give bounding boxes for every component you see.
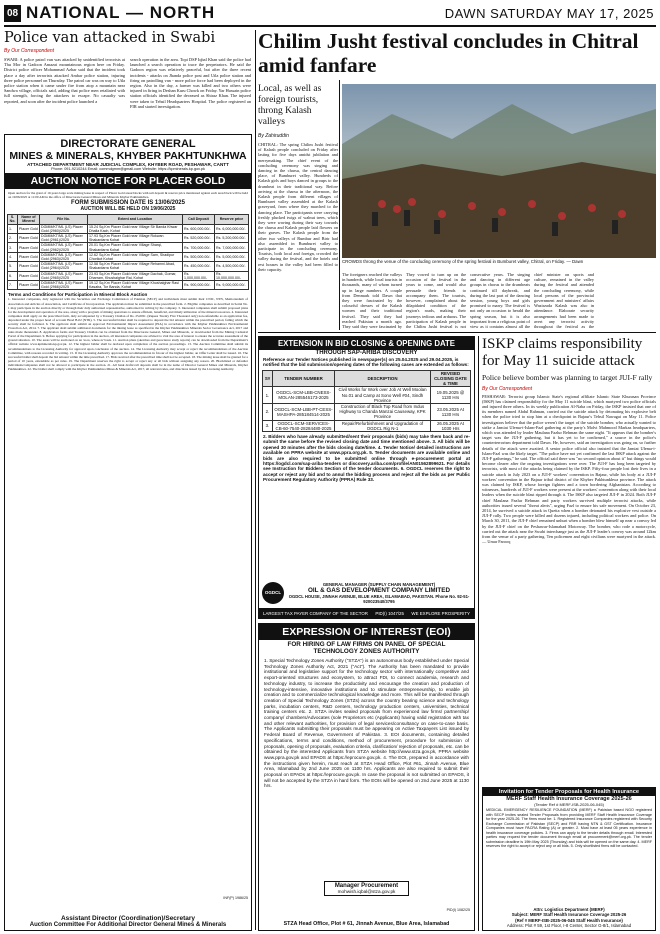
auction-address: ATTACHED DEPARTMENT NEAR JUDICIAL COMPLEX, KHYBER ROAD, PESHAWAR, CANTT	[27, 162, 229, 167]
ogdcl-pid: PID(I) 1047/25	[375, 610, 404, 616]
merf-subheader: MERF Staff Health Insurance Coverage 2025-26	[506, 796, 632, 802]
swabi-column-2: search operation in the area. Topi DSP Iqbal Khan said the police had launched a search operation to trace the perpetrators. He said the Gadoon region was relatively peaceful, but after the three recent incidents - attacks on Jhanda police post and Utla police station and firing on patrolling van - more police force had been deployed in the region. Also in the day, a farmer was killed and two others were injured in firing in Deshan Kuru Chowk on Friday. Yar Hussain police station officials identified the deceased as Shiraz Khan. The injured were taken to Tehsil Headquarters Hospital. The police registered an FIR and started investigation.	[130, 57, 251, 109]
auction-table-cell: Rs. 9,000,000.00/-	[215, 281, 249, 290]
auction-table-cell: Placer Gold	[18, 243, 40, 252]
eoi-manager: Manager Procurement	[334, 883, 399, 889]
auction-held-date: AUCTION WILL BE HELD ON 19/06/2025	[80, 206, 176, 213]
auction-form-date: FORM SUBMISSION DATE IS 13/06/2025	[71, 200, 185, 207]
auction-col-sno: S. No.	[8, 215, 18, 224]
chilim-column-1: CHITRAL: The spring Chilim Jusht festival of Kalash people concluded on Friday after lasting for five days amidst jubilation and merrymaking. The chief event of the concluding ceremony was singing and dancing in the charsu, the central dancing place, of Bumburet valley. Hundreds of Kalash girls and boys danced in groups to the drumbeat in their traditional way. Before arriving at the charsu in the afternoon, the Kalash people from different villages of Bumburet valley assembled at the Kalash graveyard, from where they marched to the dancing place. The participants were carrying freshly plucked twigs of walnut trees, which they were waving during their way towards the charsu and Kalash people laid flowers on their graves. The Kalash people from the other two valleys of Rumbur and Birir had also assembled in Bumburet valley to participate in the concluding ceremony. Tourists, both local and foreign, crowded the valley during the festival, and the hotels and rest houses in the valley had been filled to their capacity.	[258, 142, 338, 272]
auction-table-cell: Rs. 5,000,000.00/-	[215, 252, 249, 261]
auction-table-cell: 6.	[8, 271, 18, 280]
eoi-email: mohwish.iqbal@stza.gov.pk	[337, 889, 396, 894]
chilim-column-3: They vowed to turn up on the occasion of the festival in the years to come, and would also persuade their friends to accompany them. The tourists, however, complained about the dilapidated condition of the region's roads, making their journeys tedious and arduous. The participation of Kalash people in the Chilim Jusht festival is not	[406, 272, 466, 330]
auction-table-cell: 1.	[8, 224, 18, 233]
auction-table-cell: Rs. 520,000.00/-	[183, 234, 215, 243]
merf-body: MEDICAL EMERGENCY RESILIENCE FOUNDATION (MERF) a Pakistan based NGO registered with SECP invites sealed Tender Proposals from providing MERF Staff Health Insurance Coverage for the year 2025-26. The firms must be: 1. Registered Insurance Companies registered with Security Exchange Commission of Pakistan (SECP) and FBR having NTN & GST Certification. Insurance Companies must have PACRA Rating (A) or greater. 2. Must have at least 05 years experience in health insurance coverage policies. 3. Firms can apply to the tender details through email. Interested parties may request the tender document through email at procurement@merf.org.pk. The tender submission deadline is 19th May 2025 (Thursday) and bids will be opened on the same day. 4. MERF reserves the right to accept or reject any or all bids. 5. Only shortlisted firms will be contacted.	[486, 808, 652, 848]
auction-terms: 1. Interested companies, duly registered with the Securities and Exchange Commission of Pakistan (SECP) and individuals must submit their CNIC, NTN, Memorandum of Association and Articles of Association, and Certificate of Incorporation. The application must be submitted in the prescribed form. 2. Eligible companies as described in Serial No. 1 may participate in the auction directly or through their duly authorized representative, authorized in writing by the company. 3. Interested companies shall submit proposed plans for the development and operation of the area, along with a program of mining operations to ensure efficient, beneficial, and timely utilization of the mineral resources. 4. Interested companies shall apply on the prescribed form, duly accompanied by a Treasury Challan of Rs. 25,000/- (Rupees Twenty Five Thousand only) non-refundable as an application fee, deposited under the proper head of account Head B-02 (NTR). 5. The successful bidder shall be required to deposit the bid amount within the prescribed period, failing which the security shall be forfeited. 6. The applicant shall submit an approved Environmental Impact Assessment (EIA) in accordance with the Khyber Pakhtunkhwa Environmental Protection Act, 2014. 7. The applicant shall submit additional documents for the mining lease as specified in the Khyber Pakhtunkhwa Minerals Sector Governance Act, 2017 and rules made thereunder. 8. Application forms and Treasury Challan can be obtained from the Directorate General, Mines and Minerals, or downloaded from the Mining Cadastral Portal of the Department. 9. Before applying for participation in the auction, all interested companies are advised to visit the area of interest to ensure the accurate assessment of the ground situation. 10. The areas will be auctioned on an 'as-is, where-is' basis. 11. Auction plans (sketches and geoscience study reports) can be downloaded from the Department's official website www.kpminerals.kp.gov.pk. 12. The highest bidder shall be declared upon completion of the auction proceedings. 13. The Auction Committee shall submit its recommendations to the Licensing Authority for approval upon conclusion of the auction. 14. The Licensing Authority may accept or reject the recommendations of the Auction Committee, with reasons recorded in writing. 15. If the Licensing Authority approves the recommendation in favour of the highest bidder, an Offer Letter shall be issued. 16. The successful bidder shall deposit the bid amount within the time prescribed. 17. Bids received after the prescribed time shall not be accepted. 18. The mining lease shall be granted for a period of 10 years, extendable as per rules. 19. The Department reserves the right to accept or reject any or all bids without assigning any reason. 20. Blacklisted or defaulter individuals/companies shall not be allowed to participate in the auction. 21. All bank drafts/call deposits shall be in the name of Director General Mines and Minerals, Khyber Pakhtunkhwa. 22. The bidder shall comply with the Khyber Pakhtunkhwa Mines & Minerals Act, 2017, all relevant rules, and directions issued by the Licensing Authority.	[8, 297, 248, 372]
masthead	[4, 3, 656, 27]
swabi-byline: By Our Correspondent	[4, 48, 55, 54]
auction-table-cell: 19.12 Sq.Km Placer Gold near Village Khushalghar Rasi Kasaba, Tor Banda, Kohat	[88, 281, 183, 290]
auction-table-cell: 12.58 Sq.Km Placer Gold near Village Rehamni Abad, Shakardarra Kohat	[88, 262, 183, 271]
ogdcl-logo: OGDCL	[262, 582, 284, 604]
auction-signature: Assistant Director (Coordination)/Secretary	[60, 915, 195, 922]
swabi-story	[4, 30, 252, 130]
auction-table-cell: 2.	[8, 234, 18, 243]
ogdcl-tagline: LARGEST TAX PAYER COMPANY OF THE SECTOR	[263, 610, 368, 616]
ogdcl-company: OIL & GAS DEVELOPMENT COMPANY LIMITED	[307, 587, 451, 594]
iskp-headline: ISKP claims responsibility for May 11 suicide attack	[482, 336, 643, 369]
auction-table-cell: Placer Gold	[18, 252, 40, 261]
auction-table-cell: 20.01 Sq.Km Placer Gold near Village Sharqi, Shakardarra Kohat	[88, 243, 183, 252]
ogdcl-table-cell: 1.	[263, 387, 273, 404]
section-title: NATIONAL — NORTH	[26, 3, 216, 22]
auction-table-cell: Rs. 6,000,000.00/-	[215, 224, 249, 233]
auction-table-cell: Rs. 10,000,000.00/-	[215, 271, 249, 280]
ogdcl-table-cell: Construction of Black Top Road from Indus Highway to Chanda Manzai Causeway, KPK Province	[335, 404, 431, 421]
eoi-footer: STZA Head Office, Plot # 61, Jinnah Avenue, Blue Area, Islamabad	[283, 921, 450, 927]
ogdcl-table-cell: 26.05.2025 At 1030 Hrs	[431, 420, 471, 431]
ogdcl-ad	[258, 336, 475, 619]
auction-table-cell: Placer Gold	[18, 262, 40, 271]
auction-dept-2: MINES & MINERALS, KHYBER PAKHTUNKHWA	[9, 150, 247, 162]
auction-signature-2: Auction Committee For Additional Director General Mines & Minerals	[29, 922, 227, 928]
merf-header: Invitation for Tender Proposals for Health Insurance	[483, 788, 655, 796]
iskp-byline: By Our Correspondent	[482, 385, 533, 392]
dateline: DAWN SATURDAY MAY 17, 2025	[444, 6, 654, 21]
eoi-subtitle: FOR HIRING OF LAW FIRMS ON PANEL OF SPECIAL TECHNOLOGY ZONES AUTHORITY	[287, 641, 446, 655]
ogdcl-table	[262, 370, 471, 432]
auction-table-cell: 23.93 Sq.Km Placer Gold near Village Dachak, Gomar, Dharram, Khushalghar Rai, Kohat	[88, 271, 183, 280]
iskp-body: PESHAWAR: Terrorist group Islamic State's regional affiliate Islamic State Khurasan Province (ISKP) has claimed responsibility for the May 11 suicide blast, which martyred two police officials and injured three others. In its weekly publication Al-Naba on Friday, the ISKP insisted that one of its members named Abdul Rahman, carried out the suicide attack by detonating his explosive belt when the police tried to stop him at a checkpoint in Bajaur's Tehsil Nawagai on May 11. Police investigators believe that the police weren't the target of the suicide bomber, who actually wanted to strike a Jamiat Ulema-i-Islam-Fazl gathering at the party's Molvi Mahmood Markaz headquarters, which was attended by leader Maulana Fazlur Rehman the same night. "It appears that the bomber's target was the JUI-F gathering, but it has yet to be confirmed," a source in the police's counterterrorism department told Dawn. He, however, said an investigation was going on, so further details of the attack were awaited. A senior police official also insisted that the Jamiat Ulema-i-Islam-Fazl was the likely target. "The police have not yet confirmed the last ISKP attack against the JUI-F gatherings," he said. The official said there was "no second opinion about it" but things would become clearer after the ongoing investigations were over. The JUI-F has long been targeted by terrorists, with most of the attacks being claimed by the ISKP. Fifty-four people lost their lives in a suicide attack in July 2023 on a JUI-F workers' convention in Bajaur, while his body at a JUI-F workers' convention in the Bajaur tribal district of the Khyber Pakhtunkhwa province. The attack was claimed by ISKP, whose foreign fighters and a town bordering Afghanistan. According to witnesses, hundreds of JUI-F workers were present at the workers' convention along with their local leaders when the suicide blast ripped through it. The ISKP also targeted JUI-F in 2024. Both JUI-F chief Maulana Fazlur Rehman and party workers survived multiple terrorist attacks, while authorities issued several "threat alerts", urging Fazl to ensure his safe movement. On October 23, 2014, he survived a suicide attack in Quetta when a bomber detonated his explosive vest outside a JUI-F rally. Two people were killed and dozens injured, including political workers and police. On March 30, 2011, the JUI-F chief remained unhurt when a bomber blew himself up near a convoy led by the JUI-F chief on the Peshawar-Islamabad Motorway. The bomber, who rode a motorcycle, carried out the attack near the Swabi interchange just as the JUI-F leader's convoy was around 12km from the venue of a party gathering. Ten policemen and eight civilians were martyred in the attack. — Umar Farooq	[482, 393, 656, 545]
auction-table-cell: Rs. 7,000,000.00/-	[215, 243, 249, 252]
auction-table-cell: DGMM/KT/ML (LS) Placer Gold (2960)/2025	[40, 224, 88, 233]
auction-table-row	[8, 224, 249, 233]
ogdcl-table-row	[263, 420, 471, 431]
ogdcl-col-desc: DESCRIPTION	[335, 370, 431, 387]
auction-table-cell: Rs. 5,200,000.00/-	[215, 234, 249, 243]
auction-table-cell: DGMM/KT/ML (LS) Placer Gold (2961)/2025	[40, 234, 88, 243]
auction-table-cell: Placer Gold	[18, 224, 40, 233]
merf-attn: Attn: Logistics Department (MERF)	[533, 907, 605, 913]
auction-table-cell: Rs. 500,000.00/-	[183, 252, 215, 261]
auction-table-row	[8, 271, 249, 280]
chilim-subhead: Local, as well as foreign tourists, throng Kalash valleys	[258, 84, 322, 127]
ogdcl-table-cell: Civil Works for Work over Job At Well Moolan No.01 and Camp at Sono Well #04, Sindh Province	[335, 387, 431, 404]
ogdcl-table-cell: OGDCL-SCM-LBB-CNESS-MOLAN-285546173-2025	[273, 387, 335, 404]
ogdcl-col-tender: TENDER NUMBER	[273, 370, 335, 387]
auction-table	[7, 214, 249, 290]
festival-photo-art	[342, 84, 656, 258]
festival-photo	[342, 84, 656, 258]
auction-table-row	[8, 243, 249, 252]
ogdcl-col-date: REVISED CLOSING DATE & TIME	[431, 370, 471, 387]
auction-table-cell: DGMM/KT/ML (LS) Placer Gold (2966)/2025	[40, 281, 88, 290]
ogdcl-table-cell: OGDCL-SCM-SERVICES-CB-60-7540-28284480-2025	[273, 420, 335, 431]
ogdcl-table-cell: 2.	[263, 404, 273, 421]
auction-table-cell: 15.24 Sq.Km Placer Gold near Village Sir Banda Khwar Dhalla Kach, Kohat	[88, 224, 183, 233]
ogdcl-table-cell: 19.05.2025 @ 1130 Hrs	[431, 387, 471, 404]
auction-intro: Open auction for the grant of 10-years large scale mining lease in respect of Placer Gold areas/blocks with salt deposit & reserve price mentioned against each area/block will be held on 19/06/2025 at 11:00 AM in the office of Directorate General Mines and Minerals Khyber Pakhtunkhwa.	[8, 191, 248, 200]
chilim-left-column	[258, 84, 338, 330]
auction-table-cell: Rs. 700,000.00/-	[183, 243, 215, 252]
auction-terms-title: Terms and Conditions for Participation in Mineral Block Auction	[8, 292, 148, 298]
ogdcl-address: OGDCL HOUSE, JINNAH AVENUE, BLUE AREA, ISLAMABAD, PAKISTAN. Phone No. 92-51-920023540/3795	[288, 594, 470, 604]
auction-table-cell: 12.62 Sq.Km Placer Gold near Village Sam, Shadipur Chorikot Kohat	[88, 252, 183, 261]
ogdcl-table-cell: Repair/Refurbishment and Upgradation of OGDCL Rig N-1	[335, 420, 431, 431]
ogdcl-company-title: GENERAL MANAGER (SUPPLY CHAIN MANAGEMENT)	[322, 582, 436, 587]
swabi-column-1: SWABI: A police patrol van was attacked by unidentified terrorists at Thu Mor in Gadoon Amazai mountainous region here on Friday. District police officer Mohammad Azhar said that the incident took place a day after terrorists attacked Ambar police station, injuring three police personnel on Thursday. The patrol car was on way to Utla police station when it came under fire from atop a mountain near Sandwa village, officials said, adding that police men retaliated with full strength, forcing the attackers to escape. No casualty was reported, and soon after the incident police launched a	[4, 57, 125, 104]
auction-table-row	[8, 262, 249, 271]
ogdcl-table-cell: 23.05.2025 At 1130 Hrs	[431, 404, 471, 421]
iskp-story	[482, 336, 656, 784]
photo-caption: CROWDS throng the venue of the concluding ceremony of the spring festival in Bumburet valley, Chitral, on Friday. — Dawn	[342, 259, 584, 264]
auction-table-cell: 3.	[8, 243, 18, 252]
ogdcl-header: EXTENSION IN BID CLOSING & OPENING DATE	[259, 337, 474, 350]
iskp-subhead: Police believe bomber was planning to target JUI-F rally	[482, 373, 653, 382]
auction-ad	[4, 134, 252, 931]
auction-table-cell: Placer Gold	[18, 281, 40, 290]
ogdcl-subheader: THROUGH SAP-ARIBA DISCOVERY	[315, 350, 418, 356]
auction-table-cell: 17.93 Sq.Km Placer Gold near Village Rokwan Shakardarra Kohat	[88, 234, 183, 243]
ogdcl-table-cell: 3.	[263, 420, 273, 431]
auction-col-file: File No.	[40, 215, 88, 224]
eoi-title: EXPRESSION OF INTEREST (EOI)	[259, 624, 474, 640]
chilim-column-4: consecutive years. The singing and dancing in different age groups in chorus to the drumbeats continued till daybreak, and during the last part of the dancing session, young boys and girls promised to marry. The festival is not only an occasion to herald the spring season, but it is also important from a religious point of view as it contains almost all the	[470, 272, 530, 330]
ogdcl-table-cell: OGDCL-SCM-LBB-PT-CESS-MASHPA-285184514-2025	[273, 404, 335, 421]
ogdcl-explore: WE EXPLORE PROSPERITY	[411, 610, 470, 616]
auction-title: AUCTION NOTICE FOR PLACER GOLD	[5, 173, 251, 189]
auction-dept: DIRECTORATE GENERAL	[60, 138, 196, 150]
auction-table-cell: Rs. 600,000.00/-	[183, 224, 215, 233]
eoi-pid: PID(I) 1082/25	[446, 908, 470, 912]
eoi-ad	[258, 623, 475, 931]
auction-table-row	[8, 234, 249, 243]
auction-col-deposit: Call Deposit	[183, 215, 215, 224]
auction-table-cell: 7.	[8, 281, 18, 290]
merf-tender: (Tender Ref # MERF-ISB-2025-06-045)	[534, 802, 604, 807]
auction-col-extent: Extent and Location	[88, 215, 183, 224]
auction-table-cell: DGMM/KT/ML (LS) Placer Gold (2962)/2025	[40, 243, 88, 252]
auction-table-cell: 5.	[8, 262, 18, 271]
auction-col-mineral: Name of Mineral	[18, 215, 40, 224]
ogdcl-table-row	[263, 387, 471, 404]
auction-table-row	[8, 252, 249, 261]
auction-ref: INF(P) 1986/25	[223, 896, 248, 900]
auction-table-cell: Rs. 900,000.00/-	[183, 281, 215, 290]
auction-table-cell: DGMM/KT/ML (LS) Placer Gold (2963)/2025	[40, 252, 88, 261]
auction-table-cell: DGMM/KT/ML (LS) Placer Gold (2964)/2025	[40, 262, 88, 271]
merf-subject: Subject: MERF Staff Health Insurance Coverage 2025-26	[511, 912, 627, 918]
ogdcl-table-row	[263, 404, 471, 421]
auction-table-cell: Rs. 4,500,000.00/-	[215, 262, 249, 271]
ogdcl-notes: 2. Bidders who have already submitted/sent their proposals (bids) may take them back and re-submit the same before the revised closing date and time mentioned above. 3. All bids will be opened 30 minutes after the bids closing date/time. 4. Tender Notice/ detailed instructions are available on PPRA website at www.ppra.org.pk. 5. Tender documents are available online and bids are also required to be submitted online through e-procurement portal at https://ogdcl.com/sap-ariba-tenders or discovery.ariba.com/profile/AN01562899621. For details see Instruction for Bidders Section of the tender documents. 6. OGDCL reserves the right to accept or reject any bid and to annul the bidding process and reject all the bids as per Public Procurement Regulatory Authority (PPRA) Rule 33.	[263, 434, 470, 483]
auction-table-cell: Rs. 450,000.00/-	[183, 262, 215, 271]
auction-table-cell: Placer Gold	[18, 271, 40, 280]
merf-address: Address: Plot # 59, 1st Floor, I-8 Center, Sector G-8/1, Islamabad	[506, 922, 632, 928]
auction-col-reserve: Reserve price	[215, 215, 249, 224]
auction-table-cell: Rs. 1,000,000.00/-	[183, 271, 215, 280]
page-number: 08	[4, 5, 21, 22]
auction-table-cell: DGMM/KT/ML (LS) Placer Gold (2965)/2025	[40, 271, 88, 280]
chilim-headline: Chilim Jusht festival concludes in Chitral amid fanfare	[258, 29, 639, 77]
auction-table-cell: Placer Gold	[18, 234, 40, 243]
auction-table-cell: 4.	[8, 252, 18, 261]
merf-ad	[482, 787, 656, 931]
ogdcl-intro: Reference our Tender Notices published in newspaper(s) on 25.04.2025 and 29.04.2025, is notified that the bid submission/opening dates of the following cases are extended as follows:	[263, 357, 469, 368]
chilim-column-5: chief minister on sports and culture, remained in the valley during the festival and attended the concluding ceremony, while local persons of the provincial government and ministers' affairs Wazirzada Kalash was also in attendance. Elaborate security arrangements had been made to avert any terrorist activity throughout the festival as the	[534, 272, 594, 330]
swabi-headline: Police van attacked in Swabi	[4, 30, 216, 46]
eoi-body: 1. Special Technology Zones Authority ("STZA") is an autonomous body established under Special Technology Zones Authority Act, 2021 ("Act"). The Authority has been mandated to provide institutional and legislative support for the technology sector with internationally competitive and export-oriented structures and ecosystem, to attract FDI, to connect academia, research and technology industry, to increase the productivity and encourage the creation and production of technology-intensive, innovative institutions and to stimulate entrepreneurship, to enable job creation and to commercialize technological knowledge and more. This will be manifested through creation of Special Technology Zones (STZs) across the country bearing science and technology parks, incubation centers, R&D centers, technology production centers, universities, technical training centers etc. 2. STZA invites sealed proposals from experienced law firms/ partnership/ company/ chambers/Advocates (sole Proprietors etc (Applicants) having valid registration with tax and other relevant authorities, for provision of legal services/consultancy on case-to-case basis. The Applicants submitting their proposals must be appearing on Active Taxpayers List issued by Federal Board of Revenue, Government of Pakistan. 3. EOI documents, containing detailed specifications, terms and conditions, method of procurement, procedure for submission of proposals, opening of proposals, evaluation criteria, clarification/ rejection of proposals, etc. can be obtained by the interested Applicants from STZA website http://www.stza.gov.pk, PPRA website www.ppra.gov.pk and EPADS at https://eprocure.gov.pk. 4. The EOI, prepared in accordance with the instructions given herein, must reach at STZA Head Office, Plot #61, Jinnah Avenue, Blue Area, Islamabad by 2nd June 2025 on 1100 hrs. Applicants are also required to submit their proposal on EPADs at https://eprocure.gov.pk. In case the proposal is not submitted on EPADS, it will not be accepted by the STZA in hard form. The EOIs will be opened on 2nd June 2025 at 1130 hrs.	[264, 658, 469, 789]
ogdcl-col-sno: S#	[263, 370, 273, 387]
chilim-byline: By Zahiruddin	[258, 133, 289, 139]
auction-table-row	[8, 281, 249, 290]
merf-ref: (Ref # MERF-ISB-2025-06-045 Staff Health Insurance)	[515, 917, 623, 923]
auction-contacts: Phone: 091-9210244 Email: commdgmm@gmail.com Website: https://kpminerals.kp.gov.pk	[51, 167, 205, 171]
chilim-column-2: The foreigners reached the valleys in hundreds, while local tourists in thousands, many of whom turned up in large numbers. A couple from Denmark told Dawn that they were fascinated by the colourful dresses of the Kalash women and their traditional festival. They said they had reached Pakistan a month ago. They said they were fascinated by	[342, 272, 402, 330]
